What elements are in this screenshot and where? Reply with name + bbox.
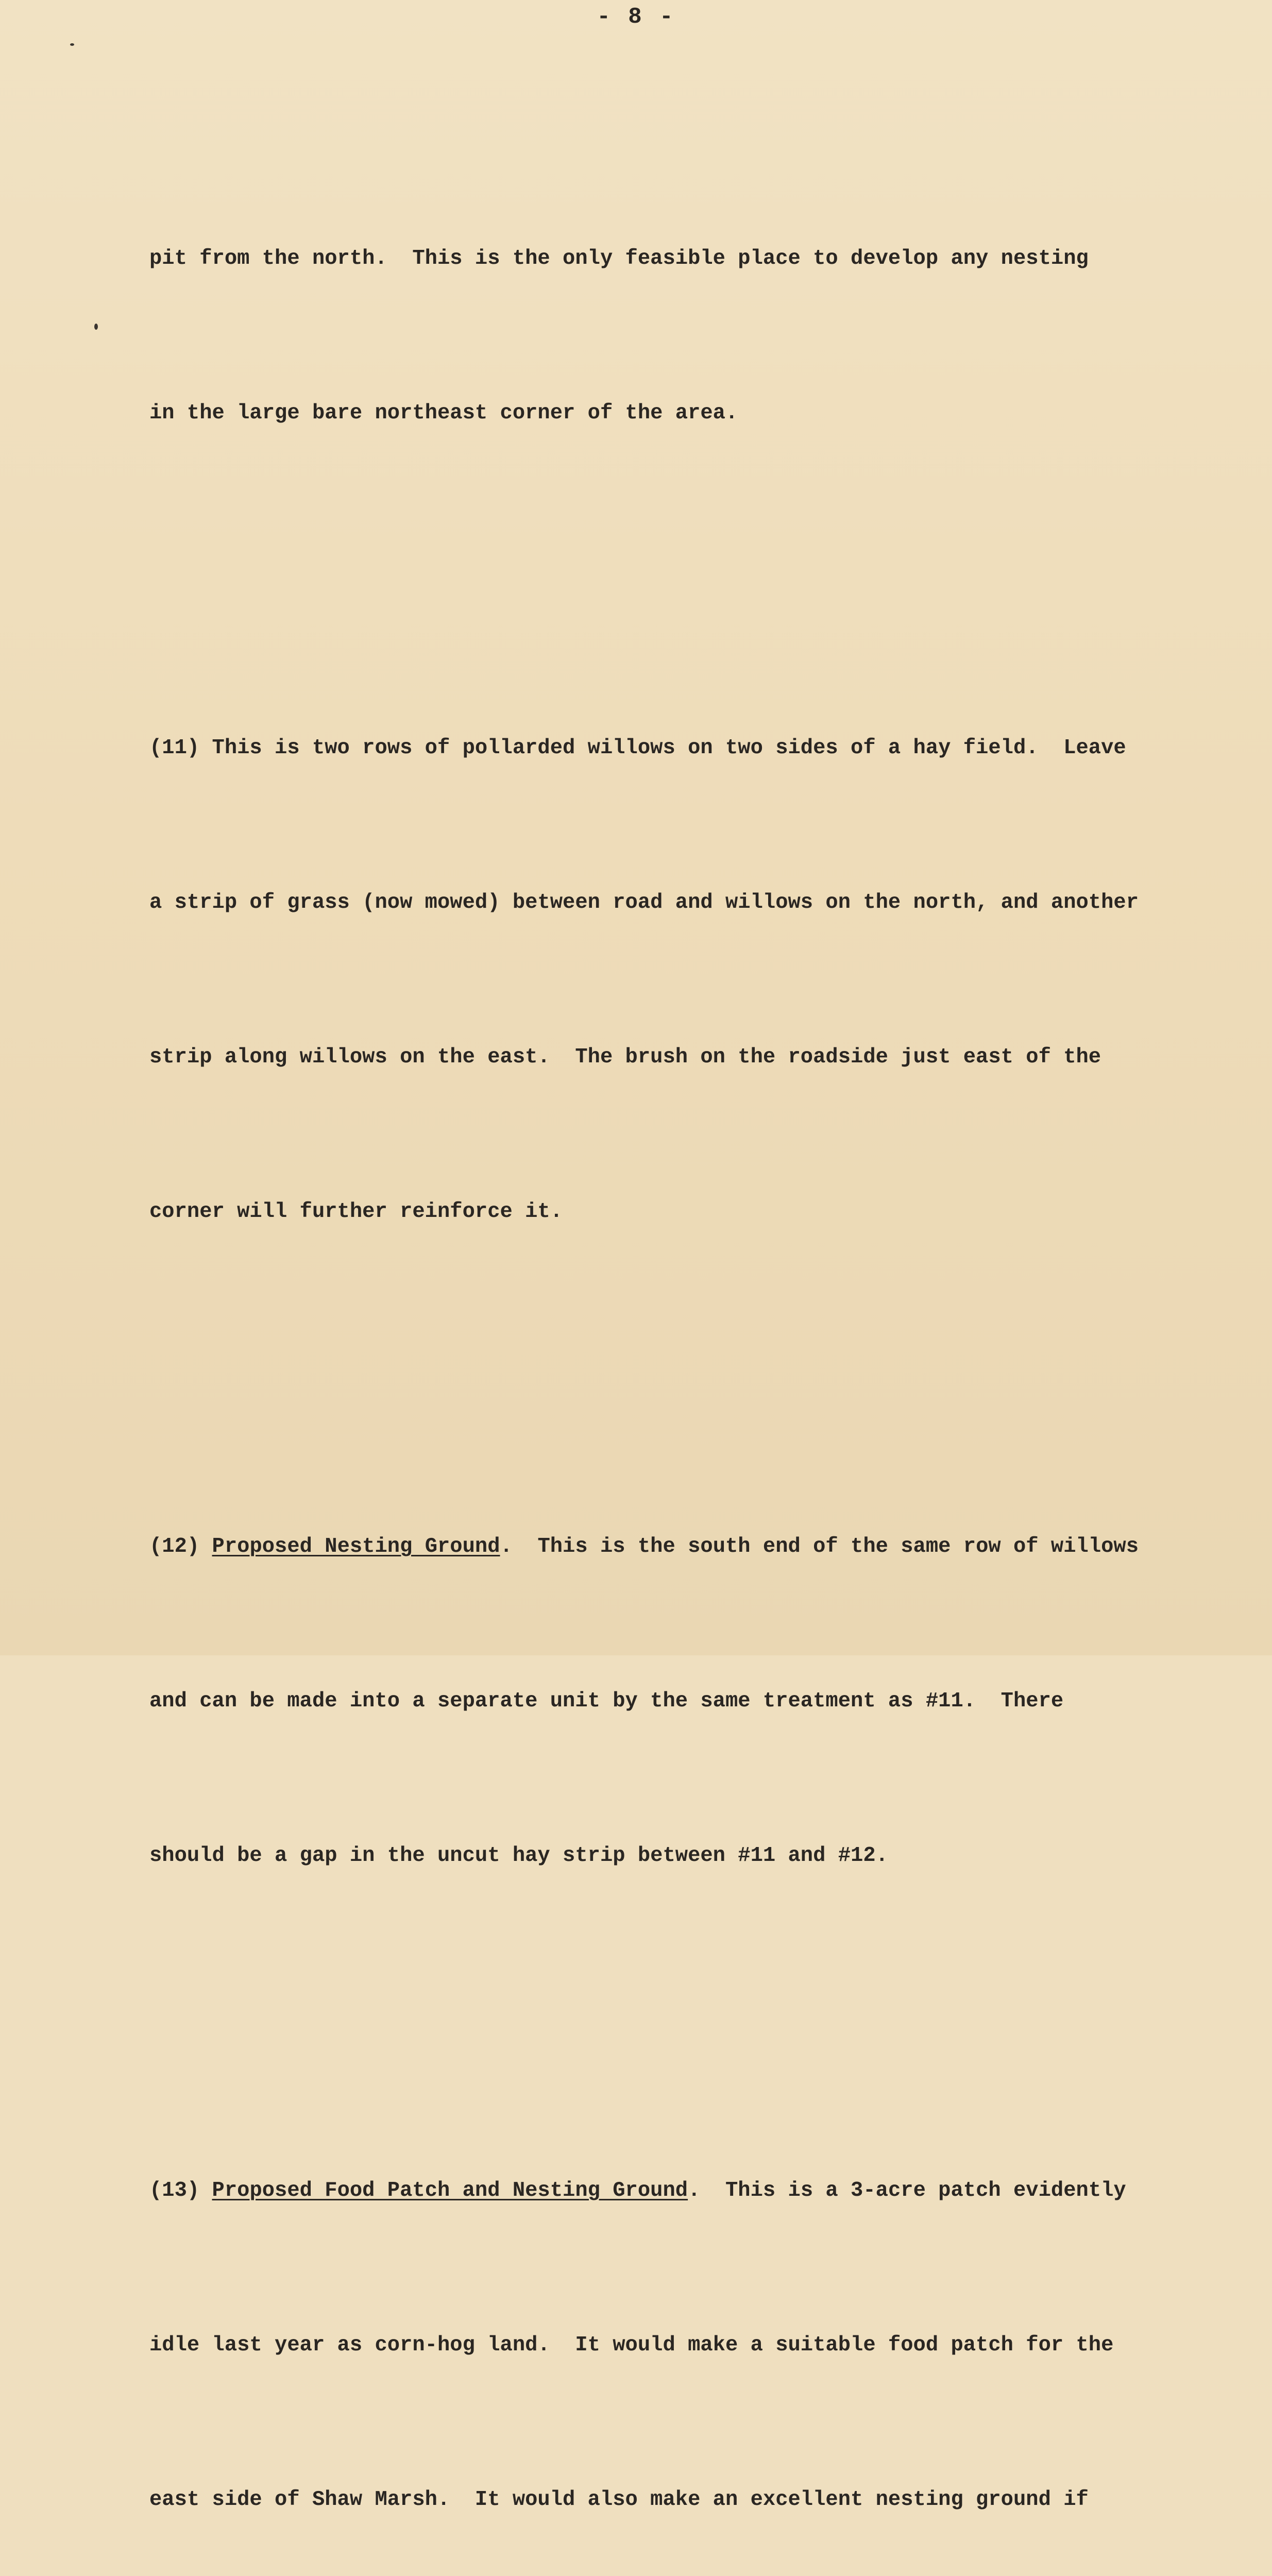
page-number: - 8 -: [597, 4, 675, 30]
text-line: strip along willows on the east. The brush on the roadside just east of the: [149, 1045, 1101, 1069]
text-line: in the large bare northeast corner of the area.: [149, 401, 738, 425]
item-heading: Proposed Food Patch and Nesting Ground: [212, 2179, 688, 2202]
text-line-rest: . This is the south end of the same row of willows: [500, 1535, 1139, 1558]
item-heading: Proposed Nesting Ground: [212, 1535, 500, 1558]
text-line: (11) This is two rows of pollarded willows on two sides of a hay field. Leave: [149, 736, 1126, 760]
text-line-rest: . This is a 3-acre patch evidently: [688, 2179, 1126, 2202]
text-line: pit from the north. This is the only feasible place to develop any nesting: [149, 247, 1089, 270]
text-line: corner will further reinforce it.: [149, 1200, 563, 1224]
body-text: [149, 130, 1242, 2576]
text-line: [149, 2165, 1242, 2216]
item-number: (13): [149, 2179, 200, 2202]
text-line: [149, 1521, 1242, 1572]
margin-speck: [70, 43, 74, 46]
text-line: idle last year as corn-hog land. It would make a suitable food patch for the: [149, 2333, 1114, 2357]
margin-speck: [94, 324, 98, 330]
text-line: should be a gap in the uncut hay strip between #11 and #12.: [149, 1844, 888, 1868]
item-number: (12): [149, 1535, 200, 1558]
text-line: and can be made into a separate unit by the same treatment as #11. There: [149, 1689, 1064, 1713]
text-line: east side of Shaw Marsh. It would also make an excellent nesting ground if: [149, 2488, 1089, 2512]
text-line: a strip of grass (now mowed) between road and willows on the north, and another: [149, 891, 1139, 914]
